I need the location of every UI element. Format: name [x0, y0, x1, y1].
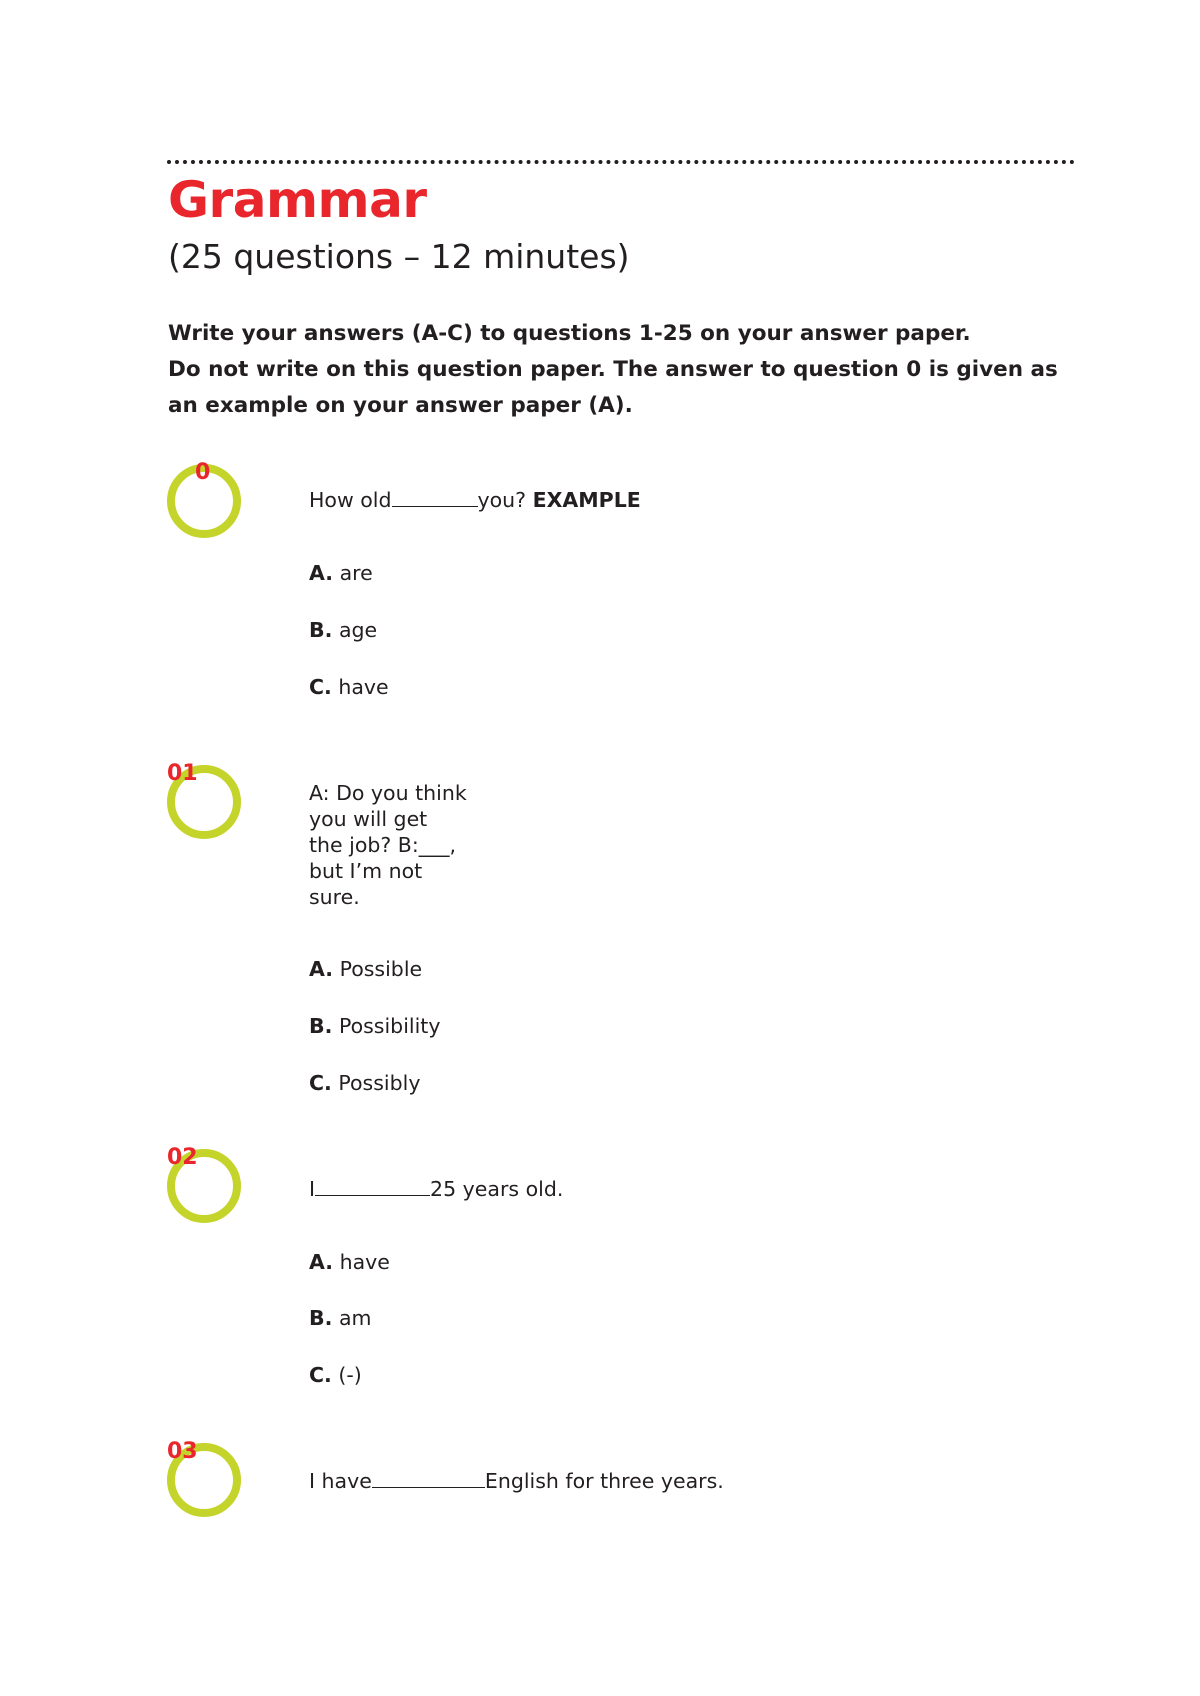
question-number-badge — [167, 460, 241, 538]
question-1-text — [309, 780, 467, 910]
question-1-line: A: Do you think — [309, 781, 467, 805]
dotted-divider — [167, 160, 1075, 164]
instructions-line-2: Do not write on this question paper. The answer to question 0 is given as — [168, 357, 1058, 382]
option-letter: A. — [309, 561, 334, 585]
option-c — [309, 1073, 420, 1094]
option-text: age — [338, 618, 378, 642]
answer-blank — [372, 1469, 485, 1488]
question-number-badge — [167, 1145, 241, 1223]
question-2-text-after: 25 years old. — [430, 1177, 564, 1201]
question-2-text-before: I — [309, 1177, 316, 1201]
question-number: 03 — [167, 1439, 198, 1464]
option-text: Possible — [339, 957, 423, 981]
option-a — [309, 1252, 390, 1273]
option-text: Possibility — [338, 1014, 441, 1038]
option-text: are — [339, 561, 373, 585]
option-text: am — [338, 1306, 372, 1330]
question-0-text-before: How old — [309, 488, 392, 512]
option-letter: B. — [309, 1306, 333, 1330]
instructions — [168, 316, 1058, 424]
question-0-text — [309, 487, 641, 513]
option-b — [309, 620, 377, 641]
answer-blank — [392, 488, 478, 507]
question-number-badge — [167, 761, 241, 839]
option-text: (-) — [338, 1363, 362, 1387]
question-number: 01 — [167, 761, 198, 786]
option-letter: A. — [309, 957, 334, 981]
instructions-line-1: Write your answers (A-C) to questions 1-25 on your answer paper. — [168, 321, 971, 346]
option-letter: A. — [309, 1250, 334, 1274]
question-3-text-after: English for three years. — [484, 1469, 724, 1493]
option-c — [309, 1365, 362, 1386]
question-1-line: but I’m not — [309, 859, 423, 883]
answer-blank — [315, 1177, 430, 1196]
option-b — [309, 1016, 440, 1037]
question-3-text — [309, 1468, 724, 1494]
question-0-text-after: you? — [477, 488, 527, 512]
example-tag: EXAMPLE — [532, 488, 641, 512]
question-1-line: the job? B:___, — [309, 833, 457, 857]
instructions-line-3: an example on your answer paper (A). — [168, 393, 633, 418]
page-title: Grammar — [168, 171, 427, 229]
question-number: 02 — [167, 1145, 198, 1170]
question-number: 0 — [195, 460, 211, 485]
option-letter: B. — [309, 618, 333, 642]
question-1-line: sure. — [309, 885, 360, 909]
page-subtitle: (25 questions – 12 minutes) — [168, 237, 630, 276]
option-letter: C. — [309, 675, 332, 699]
option-text: Possibly — [338, 1071, 421, 1095]
option-a — [309, 563, 373, 584]
option-letter: C. — [309, 1363, 332, 1387]
option-c — [309, 677, 389, 698]
question-number-badge — [167, 1439, 241, 1517]
option-text: have — [339, 1250, 390, 1274]
option-a — [309, 959, 422, 980]
option-b — [309, 1308, 372, 1329]
option-letter: C. — [309, 1071, 332, 1095]
option-text: have — [338, 675, 389, 699]
question-3-text-before: I have — [309, 1469, 372, 1493]
question-2-text — [309, 1176, 563, 1202]
question-1-line: you will get — [309, 807, 428, 831]
option-letter: B. — [309, 1014, 333, 1038]
